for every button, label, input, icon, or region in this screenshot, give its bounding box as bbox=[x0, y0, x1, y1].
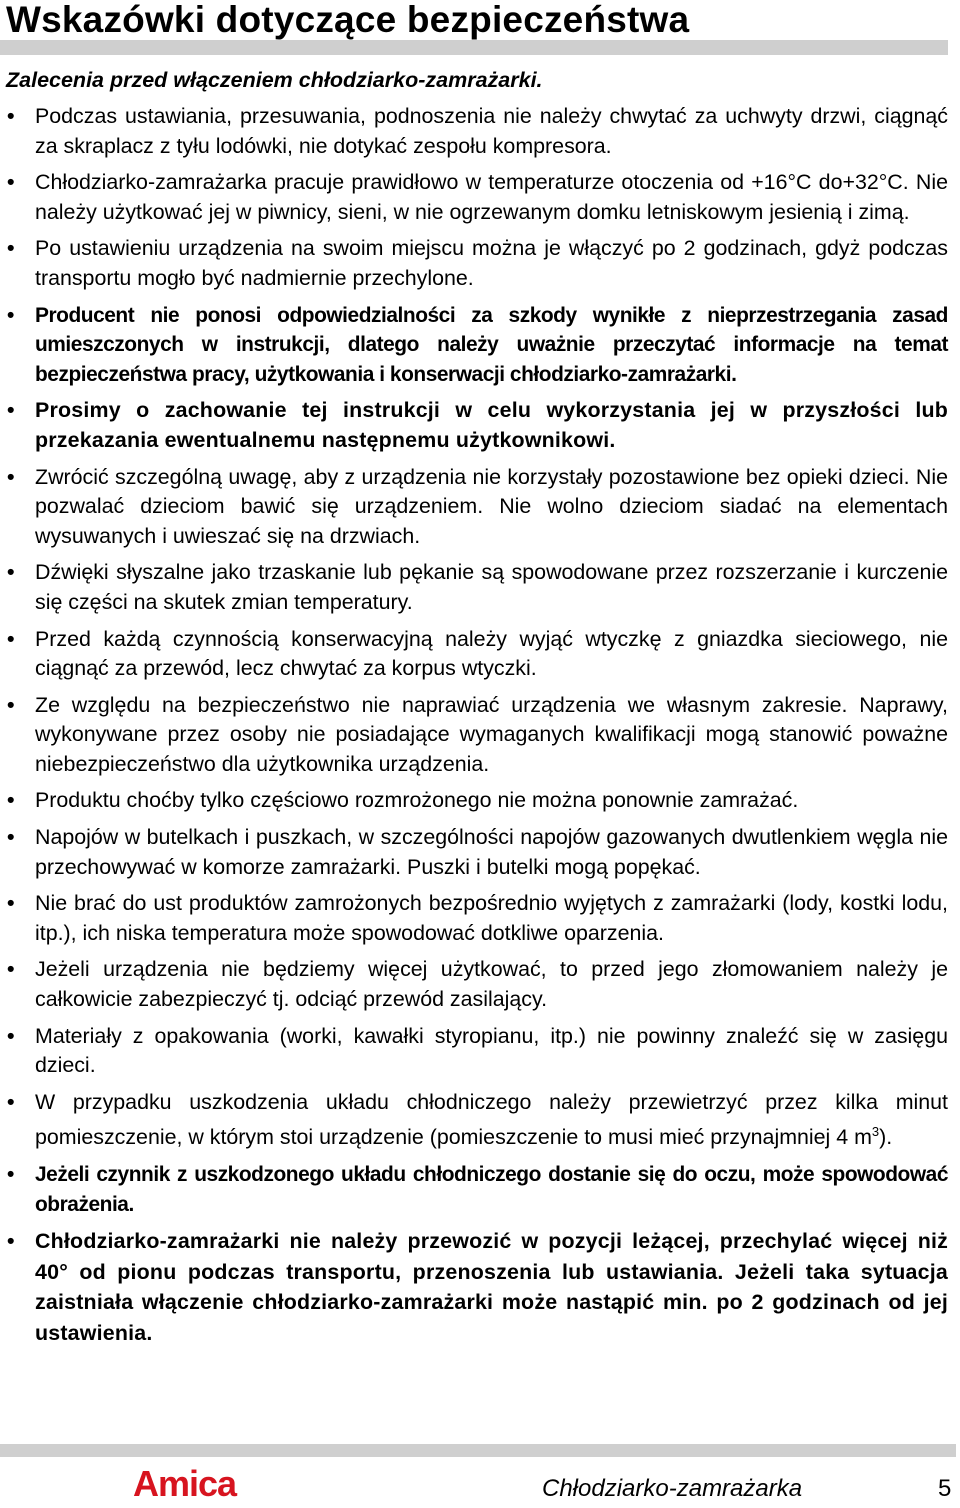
bullet-glyph: • bbox=[7, 104, 15, 128]
title-rule bbox=[0, 40, 948, 55]
list-item bbox=[0, 168, 948, 227]
bullet-glyph: • bbox=[7, 788, 15, 813]
list-item-text: Zwrócić szczególną uwagę, aby z urządzenia nie korzystały pozostawione bez opieki dzieci. Nie pozwalać dzieciom bawić się urządzeniem. Nie wolno dzieciom siadać na elementach wysuwanych i uwieszać się na drzwiach. bbox=[35, 464, 948, 548]
logo-text: Amica bbox=[133, 1466, 237, 1502]
footer-rule bbox=[0, 1444, 956, 1457]
list-item bbox=[0, 234, 948, 293]
list-item bbox=[0, 301, 948, 390]
list-item bbox=[0, 625, 948, 684]
list-item-text: Podczas ustawiania, przesuwania, podnoszenia nie należy chwytać za uchwyty drzwi, ciągnąć za skraplacz z tyłu lodówki, nie dotykać zespołu kompresora. bbox=[35, 104, 948, 158]
bullet-glyph: • bbox=[7, 891, 15, 916]
bullet-glyph: • bbox=[7, 692, 15, 717]
section-subheading: Zalecenia przed włączeniem chłodziarko-zamrażarki. bbox=[6, 68, 543, 92]
list-item bbox=[0, 1226, 948, 1348]
list-item-text: Chłodziarko-zamrażarki nie należy przewozić w pozycji leżącej, przechylać więcej niż 40° od pionu podczas transportu, przenoszenia lub ustawiania. Jeżeli taka sytuacja zaistniała włączenie chłodziarko-zamrażarki może nastąpić min. po 2 godzinach od jej ustawienia. bbox=[35, 1229, 948, 1345]
bullet-glyph: • bbox=[7, 398, 15, 423]
list-item bbox=[0, 1160, 948, 1219]
list-item bbox=[0, 823, 948, 882]
safety-list bbox=[0, 102, 960, 1355]
bullet-glyph: • bbox=[7, 626, 15, 651]
list-item bbox=[0, 102, 948, 161]
bullet-glyph: • bbox=[7, 825, 15, 850]
list-item-text: Nie brać do ust produktów zamrożonych bezpośrednio wyjętych z zamrażarki (lody, kostki lodu, itp.), ich niska temperatura może spowodować dotkliwe oparzenia. bbox=[35, 891, 948, 945]
list-item-text: Producent nie ponosi odpowiedzialności za szkody wynikłe z nieprzestrzegania zasad umieszczonych w instrukcji, dlatego należy uważnie przeczytać informacje na temat bezpieczeństwa pracy, użytkowania i konserwacji chłodziarko-zamrażarki. bbox=[35, 303, 948, 386]
bullet-glyph: • bbox=[7, 464, 15, 489]
list-item-text: W przypadku uszkodzenia układu chłodniczego należy przewietrzyć przez kilka minut pomieszczenie, w którym stoi urządzenie (pomieszczenie to musi mieć przynajmniej 4 m bbox=[35, 1089, 948, 1150]
page-number: 5 bbox=[938, 1475, 952, 1502]
bullet-glyph: • bbox=[7, 1229, 15, 1254]
amica-logo bbox=[133, 1466, 249, 1502]
bullet-glyph: • bbox=[7, 236, 15, 261]
list-item-text: Jeżeli urządzenia nie będziemy więcej użytkować, to przed jego złomowaniem należy je całkowicie zabezpieczyć tj. odciąć przewód zasilający. bbox=[35, 957, 948, 1012]
list-item bbox=[0, 955, 948, 1014]
list-item-text: Prosimy o zachowanie tej instrukcji w celu wykorzystania jej w przyszłości lub przekazania ewentualnemu następnemu użytkownikowi. bbox=[35, 398, 948, 452]
bullet-glyph: • bbox=[7, 1023, 15, 1048]
list-item bbox=[0, 889, 948, 948]
list-item-text: Ze względu na bezpieczeństwo nie naprawiać urządzenia we własnym zakresie. Naprawy, wykonywane przez osoby nie posiadające wymaganych kwalifikacji mogą stanowić poważne niebezpieczeństwo dla użytkownika urządzenia. bbox=[35, 692, 948, 776]
bullet-glyph: • bbox=[7, 1163, 14, 1187]
list-item-text-suffix: ). bbox=[879, 1125, 893, 1150]
page-title: Wskazówki dotyczące bezpieczeństwa bbox=[6, 0, 690, 40]
list-item bbox=[0, 396, 948, 455]
superscript: 3 bbox=[871, 1124, 880, 1140]
bullet-glyph: • bbox=[7, 1089, 15, 1114]
list-item bbox=[0, 1022, 948, 1081]
list-item-text: Dźwięki słyszalne jako trzaskanie lub pękanie są spowodowane przez rozszerzanie i kurczenie się części na skutek zmian temperatury. bbox=[35, 560, 948, 614]
list-item-text: Napojów w butelkach i puszkach, w szczególności napojów gazowanych dwutlenkiem węgla nie przechowywać w komorze zamrażarki. Puszki i butelki mogą popękać. bbox=[35, 825, 948, 879]
bullet-glyph: • bbox=[7, 170, 15, 195]
list-item bbox=[0, 1088, 948, 1153]
list-item bbox=[0, 786, 948, 816]
list-item-text: Po ustawieniu urządzenia na swoim miejscu można je włączyć po 2 godzinach, gdyż podczas transportu mogło być nadmiernie przechylone. bbox=[35, 236, 948, 290]
list-item bbox=[0, 558, 948, 617]
bullet-glyph: • bbox=[7, 560, 15, 585]
list-item-text: Chłodziarko-zamrażarka pracuje prawidłowo w temperaturze otoczenia od +16°C do+32°C. Nie należy użytkować jej w piwnicy, sieni, w nie ogrzewanym domku letniskowym jesienią i zimą. bbox=[35, 170, 948, 224]
list-item bbox=[0, 463, 948, 552]
list-item-text: Produktu choćby tylko częściowo rozmrożonego nie można ponownie zamrażać. bbox=[35, 788, 799, 813]
list-item bbox=[0, 691, 948, 780]
bullet-glyph: • bbox=[7, 957, 15, 982]
list-item-text: Jeżeli czynnik z uszkodzonego układu chłodniczego dostanie się do oczu, może spowodować obrażenia. bbox=[35, 1163, 948, 1216]
footer-product-name: Chłodziarko-zamrażarka bbox=[542, 1475, 803, 1502]
list-item-text: Przed każdą czynnością konserwacyjną należy wyjąć wtyczkę z gniazdka sieciowego, nie ciągnąć za przewód, lecz chwytać za korpus wtyczki. bbox=[35, 626, 948, 681]
bullet-glyph: • bbox=[7, 303, 14, 327]
list-item-text: Materiały z opakowania (worki, kawałki styropianu, itp.) nie powinny znaleźć się w zasięgu dzieci. bbox=[35, 1023, 948, 1078]
